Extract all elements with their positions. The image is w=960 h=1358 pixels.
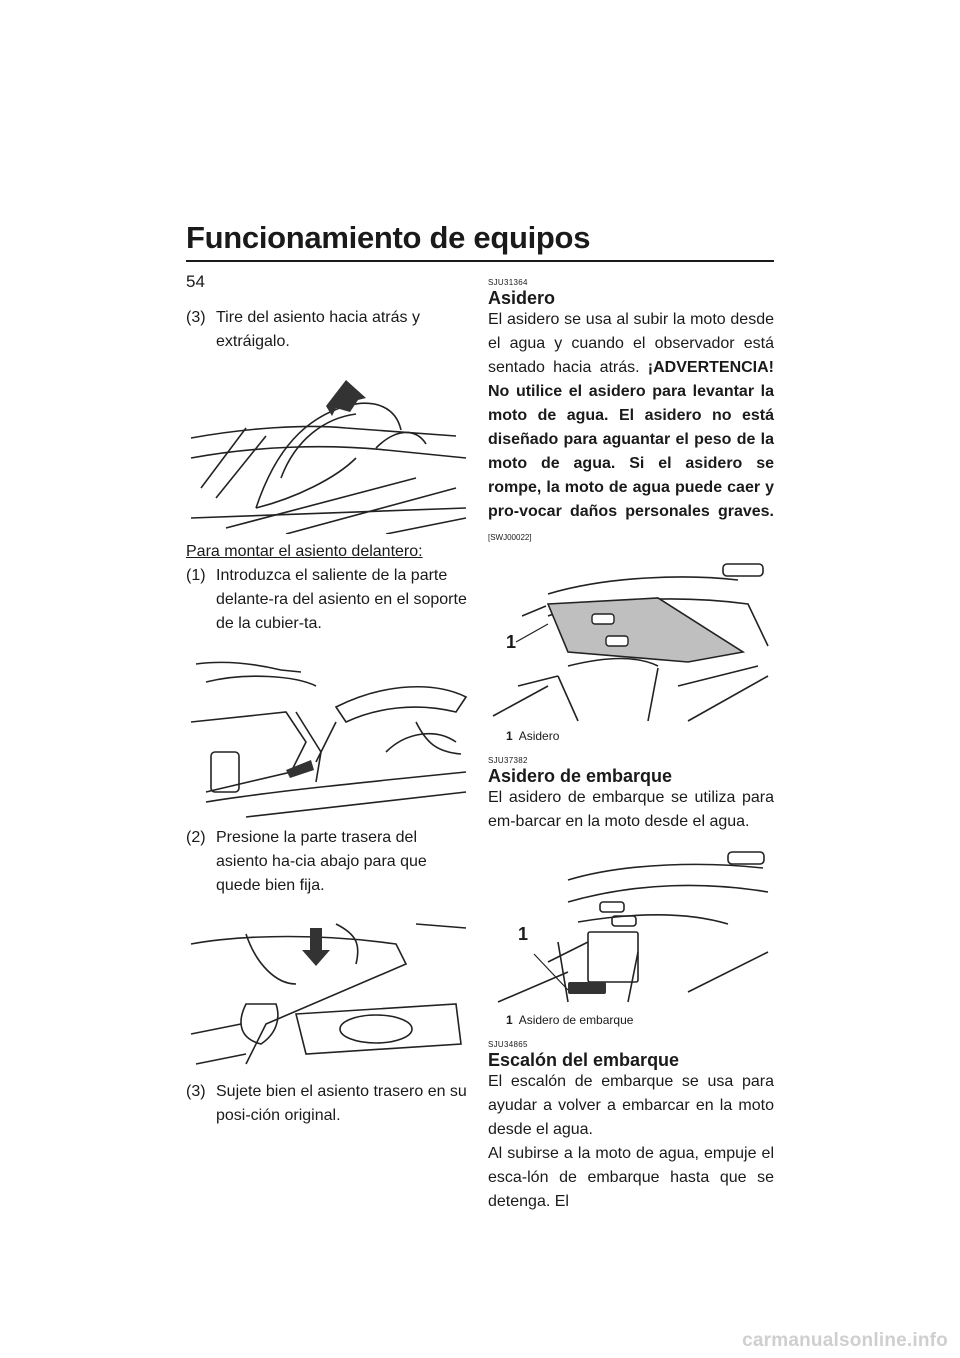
watermark: carmanualsonline.info bbox=[742, 1330, 948, 1351]
section-code: SJU34865 bbox=[488, 1040, 528, 1049]
section-code: SJU31364 bbox=[488, 278, 528, 287]
left-column bbox=[186, 272, 468, 1128]
section-code: SJU37382 bbox=[488, 756, 528, 765]
section-heading-asidero-embarque: Asidero de embarque bbox=[488, 766, 673, 786]
warning-text: ¡ADVERTENCIA! No utilice el asidero para levantar la moto de agua. El asidero no está diseñado para aguantar el peso de la moto de agua. Si el asidero se rompe, la moto de agua puede caer y pro-vocar daños personales graves. bbox=[488, 359, 774, 520]
warning-code: [SWJ00022] bbox=[488, 533, 532, 542]
callout-1: 1 bbox=[506, 632, 517, 652]
figure-boarding-grip bbox=[488, 842, 774, 1012]
grab-handle-illustration bbox=[488, 556, 774, 728]
grab-body: El asidero se usa al subir la moto desde el agua y cuando el observador está sentado hacia atrás. ¡ADVERTENCIA! No utilice el asidero para levantar la moto de agua. El asidero no está diseñado para aguantar el peso de la moto de agua. Si el asidero se rompe, la moto de agua puede caer y pro-vocar daños personales graves. [SWJ00022] bbox=[488, 311, 774, 542]
section-heading-asidero: Asidero bbox=[488, 288, 556, 308]
figure-seat-removal bbox=[186, 358, 468, 534]
figure-grab-handle bbox=[488, 556, 774, 728]
title-rule bbox=[186, 260, 774, 262]
page-number: 54 bbox=[186, 272, 205, 291]
section-heading-escalon: Escalón del embarque bbox=[488, 1050, 680, 1070]
seat-press-illustration bbox=[186, 904, 468, 1074]
seat-removal-illustration bbox=[186, 358, 468, 534]
right-column bbox=[488, 272, 774, 1214]
figure-seat-insert bbox=[186, 642, 468, 822]
callout-1: 1 bbox=[518, 924, 529, 944]
boarding-step-body-1: El escalón de embarque se usa para ayudar a volver a embarcar en la moto desde el agua. bbox=[488, 1073, 774, 1138]
caption-asidero-embarque: 1 Asidero de embarque bbox=[506, 1013, 634, 1027]
caption-asidero: 1 Asidero bbox=[506, 729, 560, 743]
seat-insert-illustration bbox=[186, 642, 468, 822]
page-title: Funcionamiento de equipos bbox=[186, 220, 591, 255]
step-insert-seat: (1) Introduzca el saliente de la parte delante-ra del asiento en el soporte de la cubier-ta. bbox=[186, 567, 467, 632]
boarding-step-body-2: Al subirse a la moto de agua, empuje el esca-lón de embarque hasta que se detenga. El bbox=[488, 1145, 774, 1210]
step-secure-rear-seat: (3) Sujete bien el asiento trasero en su posi-ción original. bbox=[186, 1083, 467, 1124]
install-heading: Para montar el asiento delantero: bbox=[186, 543, 423, 560]
boarding-grip-body: El asidero de embarque se utiliza para em-barcar en la moto desde el agua. bbox=[488, 789, 774, 830]
boarding-grip-illustration bbox=[488, 842, 774, 1012]
figure-seat-press bbox=[186, 904, 468, 1074]
step-remove-seat: (3) Tire del asiento hacia atrás y extráigalo. bbox=[186, 309, 420, 350]
step-press-seat: (2) Presione la parte trasera del asiento ha-cia abajo para que quede bien fija. bbox=[186, 829, 427, 894]
